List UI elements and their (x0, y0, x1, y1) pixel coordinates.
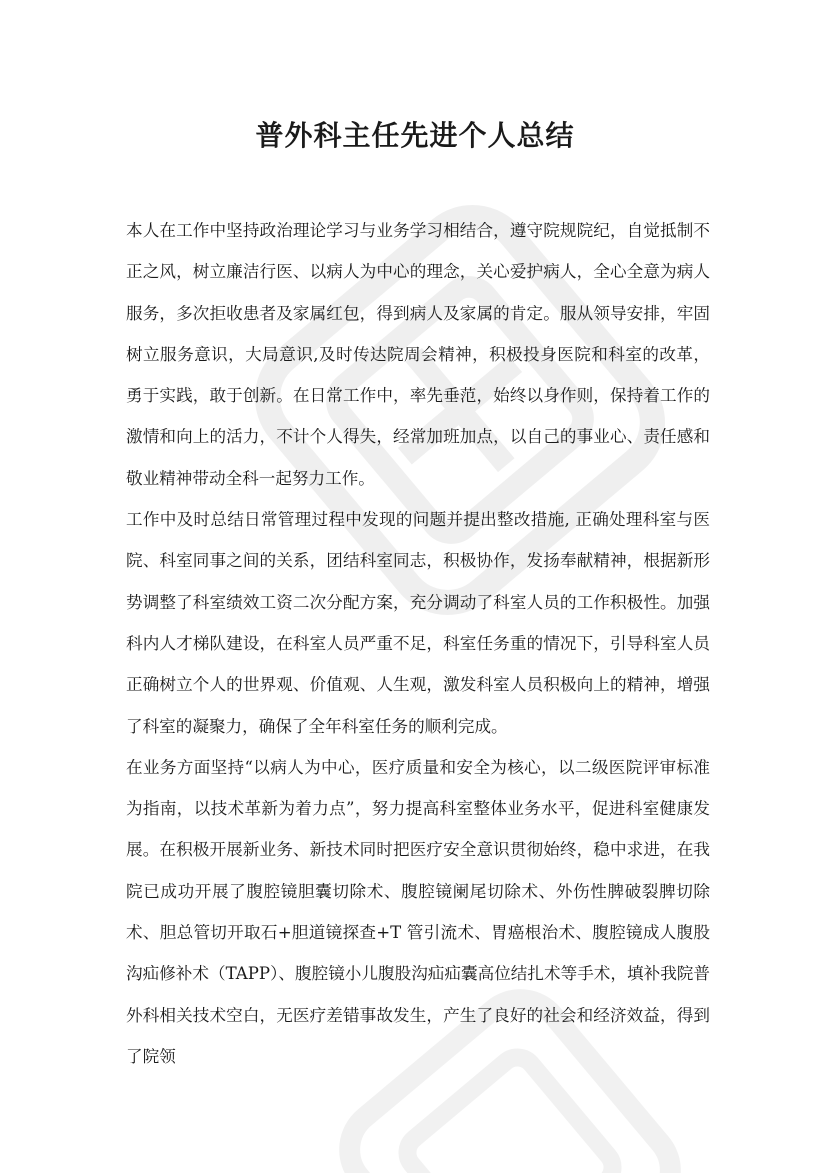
document-body (126, 210, 710, 1077)
document-title: 普外科主任先进个人总结 (255, 119, 575, 152)
paragraph-2: 工作中及时总结日常管理过程中发现的问题并提出整改措施, 正确处理科室与医院、科室同事之间的关系，团结科室同志，积极协作，发扬奉献精神，根据新形势调整了科室绩效工资二次分配方案，充分调动了科室人员的工作积极性。加强科内人才梯队建设，在科室人员严重不足，科室任务重的情况下，引导科室人员正确树立个人的世界观、价值观、人生观，激发科室人员积极向上的精神，增强了科室的凝聚力，确保了全年科室任务的顺利完成。 (126, 510, 710, 736)
paragraph-3: 在业务方面坚持“以病人为中心，医疗质量和安全为核心，以二级医院评审标准为指南，以技术革新为着力点”，努力提高科室整体业务水平，促进科室健康发展。在积极开展新业务、新技术同时把医疗安全意识贯彻始终，稳中求进，在我院已成功开展了腹腔镜胆囊切除术、腹腔镜阑尾切除术、外伤性脾破裂脾切除术、胆总管切开取石+胆道镜探查+T 管引流术、胃癌根治术、腹腔镜成人腹股沟疝修补术（TAPP）、腹腔镜小儿腹股沟疝疝囊高位结扎术等手术，填补我院普外科相关技术空白，无医疗差错事故发生，产生了良好的社会和经济效益，得到了院领 (126, 757, 710, 1066)
paragraph-1: 本人在工作中坚持政治理论学习与业务学习相结合，遵守院规院纪，自觉抵制不正之风，树立廉洁行医、以病人为中心的理念，关心爱护病人，全心全意为病人服务，多次拒收患者及家属红包，得到病人及家属的肯定。服从领导安排，牢固树立服务意识，大局意识,及时传达院周会精神，积极投身医院和科室的改革，勇于实践，敢于创新。在日常工作中，率先垂范，始终以身作则，保持着工作的激情和向上的活力，不计个人得失，经常加班加点，以自己的事业心、责任感和敬业精神带动全科一起努力工作。 (126, 221, 710, 488)
